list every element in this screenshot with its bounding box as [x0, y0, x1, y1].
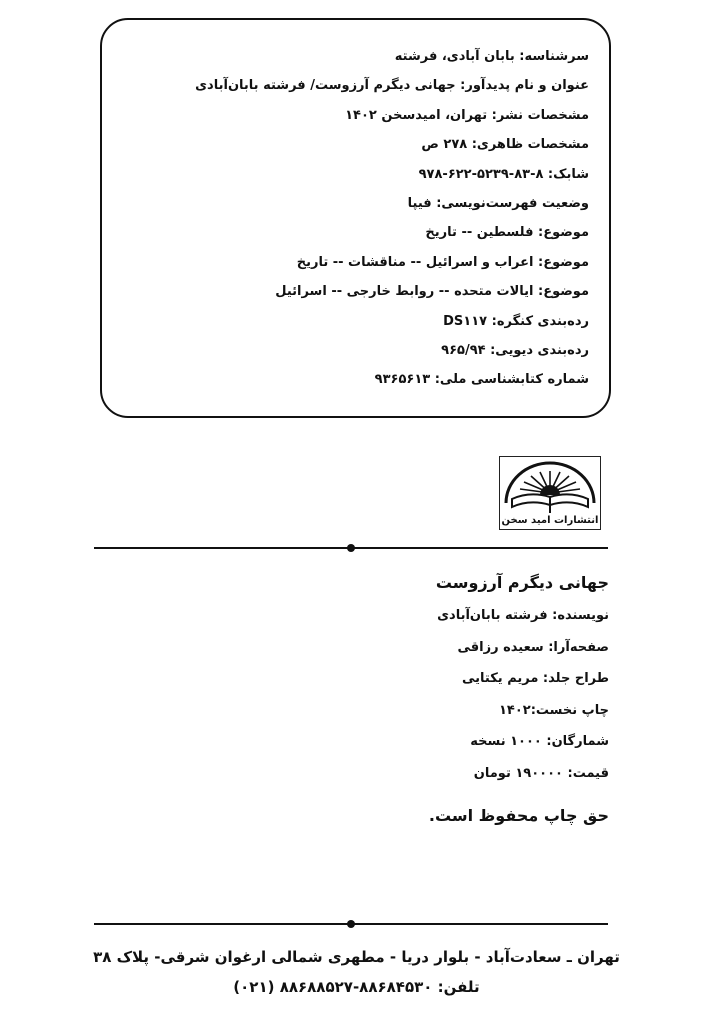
publisher-logo-text: انتشارات امید سخن — [501, 515, 599, 526]
divider-bottom — [94, 923, 608, 925]
copyright-notice: حق چاپ محفوظ است. — [428, 806, 609, 825]
catalog-item-subject-2: موضوع: اعراب و اسرائیل -- مناقشات -- تاریخ — [296, 254, 589, 270]
catalog-item-title: عنوان و نام پدیدآور: جهانی دیگرم آرزوست/ فرشته بابان‌آبادی — [195, 78, 589, 94]
catalog-item-national-number: شماره کتابشناسی ملی: ۹۳۶۵۶۱۳ — [374, 372, 589, 388]
credit-price: قیمت: ۱۹۰۰۰۰ تومان — [473, 765, 609, 781]
catalog-item-isbn: شابک: ۸-۸۳-۵۲۳۹-۶۲۲-۹۷۸ — [418, 166, 589, 182]
publisher-address: تهران ـ سعادت‌آباد - بلوار دریا - مطهری شمالی ارغوان شرقی- پلاک ۳۸ — [93, 948, 620, 966]
catalog-item-congress: رده‌بندی کنگره: DS۱۱۷ — [443, 313, 589, 329]
catalog-item-publication: مشخصات نشر: تهران، امیدسخن ۱۴۰۲ — [345, 107, 589, 123]
publisher-footer — [0, 942, 713, 1002]
credit-first-print: چاپ نخست:۱۴۰۲ — [498, 702, 609, 718]
catalog-item-subject-3: موضوع: ایالات متحده -- روابط خارجی -- اسرائیل — [275, 284, 589, 300]
divider-top — [94, 547, 608, 549]
book-title: جهانی دیگرم آرزوست — [435, 573, 609, 592]
credits-list — [429, 600, 609, 789]
book-info — [429, 566, 609, 831]
catalog-item-author: سرشناسه: بابان آبادی، فرشته — [394, 49, 589, 64]
catalog-item-status: وضعیت فهرست‌نویسی: فیپا — [407, 195, 589, 211]
catalog-info-box — [100, 18, 611, 418]
catalog-list — [195, 42, 589, 395]
credit-cover-designer: طراح جلد: مریم یکتایی — [462, 671, 609, 686]
credit-author: نویسنده: فرشته بابان‌آبادی — [437, 608, 609, 623]
catalog-item-subject-1: موضوع: فلسطین -- تاریخ — [425, 225, 589, 241]
catalog-item-physical: مشخصات ظاهری: ۲۷۸ ص — [421, 137, 589, 153]
credit-circulation: شمارگان: ۱۰۰۰ نسخه — [470, 734, 609, 749]
publisher-logo — [499, 456, 601, 530]
publisher-phone: تلفن: ۸۸۶۸۴۵۳۰-۸۸۶۸۸۵۲۷ (۰۲۱) — [233, 978, 480, 996]
catalog-item-dewey: رده‌بندی دیویی: ۹۶۵/۹۴ — [441, 342, 589, 358]
credit-layout: صفحه‌آرا: سعیده رزاقی — [457, 639, 609, 655]
open-book-sunrise-icon — [500, 457, 600, 517]
divider-dot — [347, 544, 355, 552]
divider-dot — [347, 920, 355, 928]
